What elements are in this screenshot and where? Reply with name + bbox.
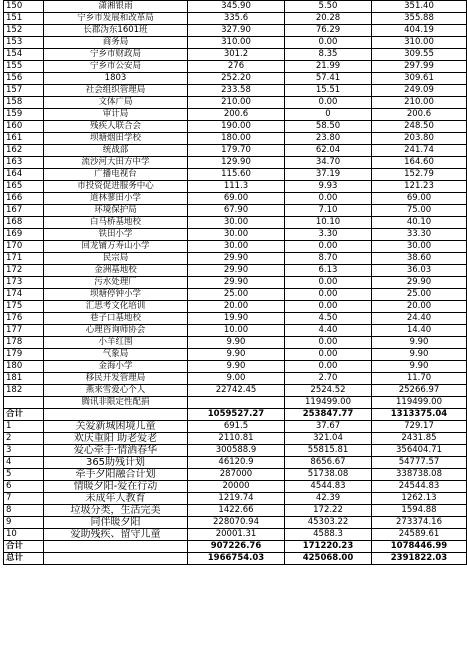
row-col-c: 11.70 bbox=[372, 373, 467, 385]
row-col-b: 37.19 bbox=[285, 169, 372, 181]
row-col-c: 273374.16 bbox=[372, 517, 467, 529]
row-number: 181 bbox=[4, 373, 44, 385]
row-col-c: 121.23 bbox=[372, 181, 467, 193]
row-col-a: 9.00 bbox=[188, 373, 285, 385]
table-row bbox=[4, 169, 467, 181]
row-col-b: 0.00 bbox=[285, 193, 372, 205]
row-name: 宁乡市发展和改革局 bbox=[44, 13, 188, 25]
row-number: 10 bbox=[4, 529, 44, 541]
row-number: 151 bbox=[4, 13, 44, 25]
row-number: 156 bbox=[4, 73, 44, 85]
row-col-c: 29.90 bbox=[372, 277, 467, 289]
row-number: 9 bbox=[4, 517, 44, 529]
row-col-b: 45303.22 bbox=[285, 517, 372, 529]
project-row bbox=[4, 529, 467, 541]
row-name: 回龙铺万寿山小学 bbox=[44, 241, 188, 253]
table-row bbox=[4, 49, 467, 61]
row-number: 5 bbox=[4, 469, 44, 481]
row-col-c: 54777.57 bbox=[372, 457, 467, 469]
row-col-a: 10.00 bbox=[188, 325, 285, 337]
row-col-a: 1422.66 bbox=[188, 505, 285, 517]
row-name: 审计局 bbox=[44, 109, 188, 121]
donation-spreadsheet bbox=[3, 0, 466, 565]
row-col-a: 1219.74 bbox=[188, 493, 285, 505]
row-col-b: 4.40 bbox=[285, 325, 372, 337]
grand-total-name-cell bbox=[44, 553, 188, 565]
row-col-c: 249.09 bbox=[372, 85, 467, 97]
row-name: 巷子口基地校 bbox=[44, 313, 188, 325]
row-name: 污水处理厂 bbox=[44, 277, 188, 289]
row-name: 宁乡市公安局 bbox=[44, 61, 188, 73]
row-col-b: 119499.00 bbox=[285, 397, 372, 409]
row-col-a: 25.00 bbox=[188, 289, 285, 301]
project-row bbox=[4, 445, 467, 457]
table-row bbox=[4, 73, 467, 85]
row-col-c: 24589.61 bbox=[372, 529, 467, 541]
row-name: 宁乡市财政局 bbox=[44, 49, 188, 61]
subtotal-label: 合计 bbox=[4, 541, 44, 553]
row-name: 坝塘烟田学校 bbox=[44, 133, 188, 145]
row-col-a: 22742.45 bbox=[188, 385, 285, 397]
row-col-b: 62.04 bbox=[285, 145, 372, 157]
project-row bbox=[4, 505, 467, 517]
subtotal-col-c: 1078446.99 bbox=[372, 541, 467, 553]
row-name: 小羊红围 bbox=[44, 337, 188, 349]
table-row bbox=[4, 373, 467, 385]
row-col-a: 29.90 bbox=[188, 277, 285, 289]
row-col-b: 0.00 bbox=[285, 301, 372, 313]
table-row bbox=[4, 325, 467, 337]
row-col-b: 21.99 bbox=[285, 61, 372, 73]
row-name: 潇湘银雨 bbox=[44, 1, 188, 13]
row-col-c: 152.79 bbox=[372, 169, 467, 181]
row-col-c: 203.80 bbox=[372, 133, 467, 145]
row-col-c: 9.90 bbox=[372, 361, 467, 373]
row-name: 残疾人联合会 bbox=[44, 121, 188, 133]
row-col-c: 33.30 bbox=[372, 229, 467, 241]
table-row bbox=[4, 145, 467, 157]
row-col-b: 0.00 bbox=[285, 361, 372, 373]
row-col-a: 345.90 bbox=[188, 1, 285, 13]
row-number: 162 bbox=[4, 145, 44, 157]
row-name: 金洲基地校 bbox=[44, 265, 188, 277]
row-col-b: 23.80 bbox=[285, 133, 372, 145]
subtotal-name-cell bbox=[44, 409, 188, 421]
row-col-b: 0.00 bbox=[285, 97, 372, 109]
row-col-c: 30.00 bbox=[372, 241, 467, 253]
row-col-a: 30.00 bbox=[188, 217, 285, 229]
project-rows-section-2 bbox=[4, 421, 467, 541]
table-row bbox=[4, 349, 467, 361]
row-name: 广播电视台 bbox=[44, 169, 188, 181]
row-col-c: 119499.00 bbox=[372, 397, 467, 409]
row-col-c: 338738.08 bbox=[372, 469, 467, 481]
row-name: 民宗局 bbox=[44, 253, 188, 265]
row-col-b: 0.00 bbox=[285, 277, 372, 289]
row-name: 商务局 bbox=[44, 37, 188, 49]
grand-total-col-b: 425068.00 bbox=[285, 553, 372, 565]
table-row bbox=[4, 397, 467, 409]
row-col-a: 252.20 bbox=[188, 73, 285, 85]
subtotal-col-b: 171220.23 bbox=[285, 541, 372, 553]
row-col-a: 301.2 bbox=[188, 49, 285, 61]
row-col-b: 4588.3 bbox=[285, 529, 372, 541]
row-col-c: 729.17 bbox=[372, 421, 467, 433]
table-row bbox=[4, 13, 467, 25]
row-name: 心理咨询师协会 bbox=[44, 325, 188, 337]
row-col-c: 2431.85 bbox=[372, 433, 467, 445]
row-col-b: 10.10 bbox=[285, 217, 372, 229]
row-col-c: 297.99 bbox=[372, 61, 467, 73]
row-col-b: 2524.52 bbox=[285, 385, 372, 397]
row-col-b: 55815.81 bbox=[285, 445, 372, 457]
table-row bbox=[4, 301, 467, 313]
row-number bbox=[4, 397, 44, 409]
row-name: 社会组织管理局 bbox=[44, 85, 188, 97]
row-name: 垃圾分类，生活完美 bbox=[44, 505, 188, 517]
row-name: 白马桥基地校 bbox=[44, 217, 188, 229]
row-col-c: 164.60 bbox=[372, 157, 467, 169]
row-col-b: 2.70 bbox=[285, 373, 372, 385]
row-col-c: 24.40 bbox=[372, 313, 467, 325]
row-name: 同伴暖夕阳 bbox=[44, 517, 188, 529]
project-row bbox=[4, 517, 467, 529]
row-col-c: 1594.88 bbox=[372, 505, 467, 517]
table-row bbox=[4, 217, 467, 229]
row-col-a: 19.90 bbox=[188, 313, 285, 325]
table-row bbox=[4, 253, 467, 265]
row-col-a: 9.90 bbox=[188, 361, 285, 373]
project-row bbox=[4, 469, 467, 481]
row-col-b: 7.10 bbox=[285, 205, 372, 217]
row-number: 178 bbox=[4, 337, 44, 349]
row-number: 153 bbox=[4, 37, 44, 49]
row-col-b: 0.00 bbox=[285, 289, 372, 301]
row-name: 未成年人教育 bbox=[44, 493, 188, 505]
table-row bbox=[4, 241, 467, 253]
row-col-b: 321.04 bbox=[285, 433, 372, 445]
row-number: 165 bbox=[4, 181, 44, 193]
row-col-c: 9.90 bbox=[372, 349, 467, 361]
row-col-a: 30.00 bbox=[188, 241, 285, 253]
row-name: 1803 bbox=[44, 73, 188, 85]
row-col-c: 24544.83 bbox=[372, 481, 467, 493]
row-col-b: 0.00 bbox=[285, 37, 372, 49]
row-number: 155 bbox=[4, 61, 44, 73]
row-col-b: 15.51 bbox=[285, 85, 372, 97]
row-name: 道林蓼田小学 bbox=[44, 193, 188, 205]
table-row bbox=[4, 313, 467, 325]
row-number: 150 bbox=[4, 1, 44, 13]
row-col-b: 76.29 bbox=[285, 25, 372, 37]
table-row bbox=[4, 133, 467, 145]
row-col-a: 29.90 bbox=[188, 265, 285, 277]
row-col-b: 37.67 bbox=[285, 421, 372, 433]
row-col-a: 200.6 bbox=[188, 109, 285, 121]
row-number: 175 bbox=[4, 301, 44, 313]
row-col-a: 276 bbox=[188, 61, 285, 73]
row-col-b: 6.13 bbox=[285, 265, 372, 277]
subtotal-col-a: 907226.76 bbox=[188, 541, 285, 553]
row-col-a: 190.00 bbox=[188, 121, 285, 133]
row-col-a: 179.70 bbox=[188, 145, 285, 157]
subtotal-section-1 bbox=[4, 409, 467, 421]
row-number: 152 bbox=[4, 25, 44, 37]
row-number: 169 bbox=[4, 229, 44, 241]
row-col-c: 1262.13 bbox=[372, 493, 467, 505]
table-row bbox=[4, 109, 467, 121]
row-name: 爱助残疾、留守儿童 bbox=[44, 529, 188, 541]
row-col-a: 67.90 bbox=[188, 205, 285, 217]
row-number: 167 bbox=[4, 205, 44, 217]
row-col-a: 287000 bbox=[188, 469, 285, 481]
table-row bbox=[4, 337, 467, 349]
subtotal-col-b: 253847.77 bbox=[285, 409, 372, 421]
row-number: 159 bbox=[4, 109, 44, 121]
subtotal-label: 合计 bbox=[4, 409, 44, 421]
row-col-b: 42.39 bbox=[285, 493, 372, 505]
row-number: 173 bbox=[4, 277, 44, 289]
project-rows-section-1 bbox=[4, 1, 467, 409]
row-number: 168 bbox=[4, 217, 44, 229]
row-number: 3 bbox=[4, 445, 44, 457]
table-row bbox=[4, 61, 467, 73]
row-name: 市投资促进服务中心 bbox=[44, 181, 188, 193]
project-row bbox=[4, 421, 467, 433]
row-number: 170 bbox=[4, 241, 44, 253]
row-col-a: 310.00 bbox=[188, 37, 285, 49]
row-col-a: 69.00 bbox=[188, 193, 285, 205]
row-col-a: 30.00 bbox=[188, 229, 285, 241]
row-col-c: 75.00 bbox=[372, 205, 467, 217]
row-col-c: 310.00 bbox=[372, 37, 467, 49]
row-col-c: 404.19 bbox=[372, 25, 467, 37]
table-row bbox=[4, 157, 467, 169]
row-col-c: 40.10 bbox=[372, 217, 467, 229]
row-col-a: 115.60 bbox=[188, 169, 285, 181]
row-col-c: 309.61 bbox=[372, 73, 467, 85]
row-number: 172 bbox=[4, 265, 44, 277]
row-name: 365助残计划 bbox=[44, 457, 188, 469]
row-number: 180 bbox=[4, 361, 44, 373]
subtotal-name-cell bbox=[44, 541, 188, 553]
row-number: 171 bbox=[4, 253, 44, 265]
project-row bbox=[4, 493, 467, 505]
row-col-b: 3.30 bbox=[285, 229, 372, 241]
row-col-a: 29.90 bbox=[188, 253, 285, 265]
project-row bbox=[4, 457, 467, 469]
table-row bbox=[4, 181, 467, 193]
row-col-a: 20.00 bbox=[188, 301, 285, 313]
row-name: 气象局 bbox=[44, 349, 188, 361]
row-col-c: 25.00 bbox=[372, 289, 467, 301]
row-col-b: 0 bbox=[285, 109, 372, 121]
project-row bbox=[4, 433, 467, 445]
row-col-c: 38.60 bbox=[372, 253, 467, 265]
row-name: 爱心牵手·情洒春华 bbox=[44, 445, 188, 457]
row-name: 统战部 bbox=[44, 145, 188, 157]
row-number: 6 bbox=[4, 481, 44, 493]
row-col-a: 210.00 bbox=[188, 97, 285, 109]
row-col-c: 14.40 bbox=[372, 325, 467, 337]
row-name: 燕来雪爱心个人 bbox=[44, 385, 188, 397]
row-number: 161 bbox=[4, 133, 44, 145]
row-col-b: 172.22 bbox=[285, 505, 372, 517]
row-name: 移民开发管理局 bbox=[44, 373, 188, 385]
row-name: 腾讯非限定性配捐 bbox=[44, 397, 188, 409]
row-col-a: 180.00 bbox=[188, 133, 285, 145]
row-number: 182 bbox=[4, 385, 44, 397]
row-col-c: 69.00 bbox=[372, 193, 467, 205]
subtotal-section-2 bbox=[4, 541, 467, 565]
row-name: 汇思考文化培训 bbox=[44, 301, 188, 313]
project-row bbox=[4, 481, 467, 493]
row-col-c: 248.50 bbox=[372, 121, 467, 133]
row-number: 8 bbox=[4, 505, 44, 517]
table-row bbox=[4, 97, 467, 109]
row-col-b: 8656.67 bbox=[285, 457, 372, 469]
grand-total-row bbox=[4, 553, 467, 565]
row-col-b: 8.70 bbox=[285, 253, 372, 265]
row-number: 163 bbox=[4, 157, 44, 169]
table-row bbox=[4, 289, 467, 301]
grand-total-label: 总计 bbox=[4, 553, 44, 565]
row-name: 牵手夕阳融合计划 bbox=[44, 469, 188, 481]
row-name: 环境保护局 bbox=[44, 205, 188, 217]
row-col-a: 300588.9 bbox=[188, 445, 285, 457]
table-row bbox=[4, 229, 467, 241]
row-name: 金海小学 bbox=[44, 361, 188, 373]
row-col-b: 0.00 bbox=[285, 241, 372, 253]
row-name: 坝塘停钟小学 bbox=[44, 289, 188, 301]
table-row bbox=[4, 85, 467, 97]
table-row bbox=[4, 265, 467, 277]
row-name: 情暖夕阳-爱在行动 bbox=[44, 481, 188, 493]
table-row bbox=[4, 25, 467, 37]
row-name: 欢庆重阳 助老爱老 bbox=[44, 433, 188, 445]
row-col-c: 355.88 bbox=[372, 13, 467, 25]
row-col-a: 46120.9 bbox=[188, 457, 285, 469]
table-row bbox=[4, 1, 467, 13]
row-col-a: 2110.81 bbox=[188, 433, 285, 445]
row-name: 流沙河大田方中学 bbox=[44, 157, 188, 169]
row-col-b: 4544.83 bbox=[285, 481, 372, 493]
row-col-b: 0.00 bbox=[285, 337, 372, 349]
row-col-a: 9.90 bbox=[188, 349, 285, 361]
row-col-a: 327.90 bbox=[188, 25, 285, 37]
row-col-c: 25266.97 bbox=[372, 385, 467, 397]
row-col-a bbox=[188, 397, 285, 409]
row-col-a: 228070.94 bbox=[188, 517, 285, 529]
table-row bbox=[4, 385, 467, 397]
table-row bbox=[4, 37, 467, 49]
row-number: 157 bbox=[4, 85, 44, 97]
row-name: 长郡沩东1601班 bbox=[44, 25, 188, 37]
row-number: 4 bbox=[4, 457, 44, 469]
row-number: 158 bbox=[4, 97, 44, 109]
row-col-b: 9.93 bbox=[285, 181, 372, 193]
row-number: 174 bbox=[4, 289, 44, 301]
row-col-b: 4.50 bbox=[285, 313, 372, 325]
subtotal-row bbox=[4, 409, 467, 421]
row-col-c: 309.55 bbox=[372, 49, 467, 61]
row-col-c: 241.74 bbox=[372, 145, 467, 157]
subtotal-col-c: 1313375.04 bbox=[372, 409, 467, 421]
row-col-b: 0.00 bbox=[285, 349, 372, 361]
row-col-c: 36.03 bbox=[372, 265, 467, 277]
row-col-c: 210.00 bbox=[372, 97, 467, 109]
subtotal-col-a: 1059527.27 bbox=[188, 409, 285, 421]
row-name: 关爱新城困境儿童 bbox=[44, 421, 188, 433]
row-col-a: 691.5 bbox=[188, 421, 285, 433]
donation-table bbox=[3, 0, 467, 565]
row-number: 160 bbox=[4, 121, 44, 133]
row-number: 164 bbox=[4, 169, 44, 181]
row-col-a: 111.3 bbox=[188, 181, 285, 193]
row-col-c: 9.90 bbox=[372, 337, 467, 349]
row-col-b: 20.28 bbox=[285, 13, 372, 25]
row-number: 166 bbox=[4, 193, 44, 205]
row-col-b: 58.50 bbox=[285, 121, 372, 133]
row-number: 2 bbox=[4, 433, 44, 445]
row-col-c: 20.00 bbox=[372, 301, 467, 313]
row-col-b: 5.50 bbox=[285, 1, 372, 13]
row-number: 154 bbox=[4, 49, 44, 61]
table-row bbox=[4, 193, 467, 205]
table-row bbox=[4, 205, 467, 217]
grand-total-col-c: 2391822.03 bbox=[372, 553, 467, 565]
row-col-b: 51738.08 bbox=[285, 469, 372, 481]
row-col-a: 233.58 bbox=[188, 85, 285, 97]
row-col-c: 351.40 bbox=[372, 1, 467, 13]
row-number: 179 bbox=[4, 349, 44, 361]
grand-total-col-a: 1966754.03 bbox=[188, 553, 285, 565]
table-row bbox=[4, 121, 467, 133]
row-number: 7 bbox=[4, 493, 44, 505]
row-col-a: 129.90 bbox=[188, 157, 285, 169]
row-name: 文体广局 bbox=[44, 97, 188, 109]
row-col-a: 9.90 bbox=[188, 337, 285, 349]
row-number: 176 bbox=[4, 313, 44, 325]
table-row bbox=[4, 361, 467, 373]
row-col-c: 356404.71 bbox=[372, 445, 467, 457]
row-col-a: 335.6 bbox=[188, 13, 285, 25]
row-number: 177 bbox=[4, 325, 44, 337]
row-col-a: 20001.31 bbox=[188, 529, 285, 541]
row-name: 铁田小学 bbox=[44, 229, 188, 241]
table-row bbox=[4, 277, 467, 289]
row-col-c: 200.6 bbox=[372, 109, 467, 121]
row-col-b: 8.35 bbox=[285, 49, 372, 61]
subtotal-row bbox=[4, 541, 467, 553]
row-col-b: 57.41 bbox=[285, 73, 372, 85]
row-col-b: 34.70 bbox=[285, 157, 372, 169]
row-col-a: 20000 bbox=[188, 481, 285, 493]
row-number: 1 bbox=[4, 421, 44, 433]
